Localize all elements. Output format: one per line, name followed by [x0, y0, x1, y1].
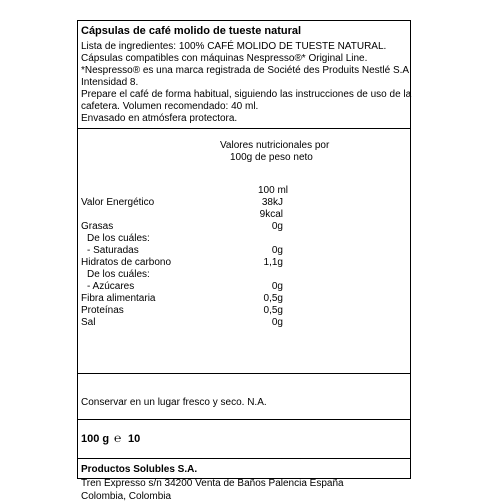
nutrition-row-value: 0g: [271, 221, 283, 232]
company-country: Colombia, Colombia: [81, 491, 172, 502]
nutrition-row-label: De los cuáles:: [87, 233, 150, 244]
nutrition-section: [78, 129, 410, 374]
preparation-text-2: cafetera. Volumen recomendado: 40 ml.: [81, 101, 259, 112]
product-title: Cápsulas de café molido de tueste natural: [81, 25, 302, 37]
nutrition-row-label: De los cuáles:: [87, 269, 150, 280]
compatibility-text: Cápsulas compatibles con máquinas Nespresso®* Original Line.: [81, 53, 368, 64]
nutrition-row-label: Sal: [81, 317, 96, 328]
nutrition-row-value: 38kJ: [261, 197, 283, 208]
intensity-text: Intensidad 8.: [81, 77, 139, 88]
nutrition-header-2: 100g de peso neto: [230, 152, 313, 163]
nutrition-header-1: Valores nutricionales por: [220, 140, 330, 151]
net-weight: 100 g: [81, 433, 110, 445]
nutrition-row-label: Grasas: [81, 221, 114, 232]
nutrition-row-label: Hidratos de carbono: [81, 257, 172, 268]
nutrition-row-label: Fibra alimentaria: [81, 293, 156, 304]
estimated-sign-icon: ℮: [114, 431, 122, 445]
product-info-section: [78, 21, 410, 129]
nutrition-row-value: 1,1g: [263, 257, 283, 268]
company-address: Tren Expresso s/n 34200 Venta de Baños Palencia España: [81, 478, 344, 489]
product-label: [77, 20, 412, 502]
nutrition-row-value: 0g: [271, 317, 283, 328]
storage-text: Conservar en un lugar fresco y seco. N.A.: [81, 397, 267, 408]
nutrition-row-value: 0,5g: [263, 293, 283, 304]
nutrition-row-label: - Saturadas: [87, 245, 139, 256]
trademark-text: *Nespresso® es una marca registrada de Société des Produits Nestlé S.A.: [81, 65, 412, 76]
nutrition-row-value: 9kcal: [259, 209, 283, 220]
nutrition-row-value: 0g: [271, 281, 283, 292]
net-weight-section: [78, 420, 410, 459]
unit-count: 10: [128, 433, 141, 445]
nutrition-row-label: - Azúcares: [87, 281, 135, 292]
company-name: Productos Solubles S.A.: [81, 464, 198, 475]
nutrition-row-value: 0,5g: [263, 305, 283, 316]
ingredients-text: Lista de ingredientes: 100% CAFÉ MOLIDO DE TUESTE NATURAL.: [81, 41, 387, 52]
preparation-text-1: Prepare el café de forma habitual, siguiendo las instrucciones de uso de la: [81, 89, 412, 100]
packaging-text: Envasado en atmósfera protectora.: [81, 113, 238, 124]
nutrition-column-header: 100 ml: [258, 185, 289, 196]
storage-section: [78, 374, 410, 420]
company-section: [78, 459, 410, 502]
nutrition-row-label: Proteínas: [81, 305, 124, 316]
nutrition-row-label: Valor Energético: [81, 197, 155, 208]
nutrition-row-value: 0g: [271, 245, 283, 256]
